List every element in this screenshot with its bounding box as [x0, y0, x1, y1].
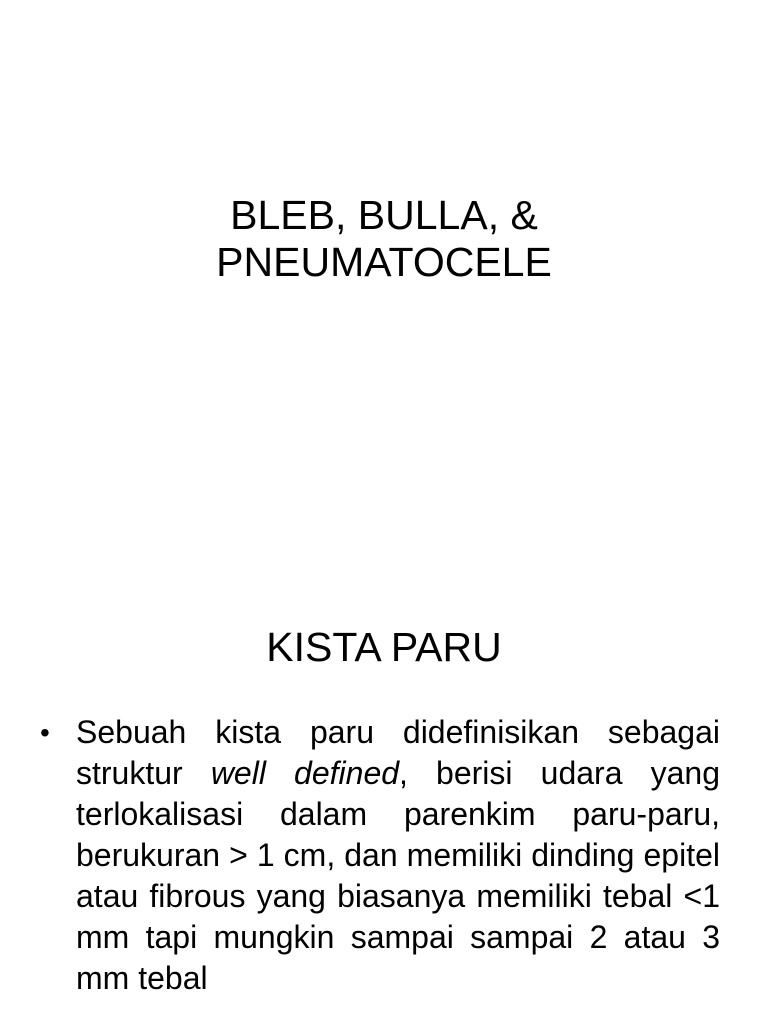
bullet-text-italic: well defined	[210, 755, 400, 791]
bullet-list	[40, 712, 720, 999]
slide-1-title	[0, 192, 768, 286]
bullet-marker: •	[40, 717, 50, 748]
bullet-text-part-2: , berisi udara yang terlokalisasi dalam parenkim paru-paru, berukuran > 1 cm, dan memiliki dinding epitel atau fibrous yang biasanya memiliki tebal <1 mm tapi mungkin sampai sampai 2 atau 3 mm tebal	[76, 755, 721, 996]
slide-2	[0, 512, 768, 1024]
bullet-text	[76, 714, 720, 996]
bullet-text-part-1: Sebuah kista paru didefinisikan sebagai struktur	[76, 714, 720, 791]
slide-2-title: KISTA PARU	[266, 624, 502, 670]
slide-1-title-line-2: PNEUMATOCELE	[216, 239, 552, 285]
slide-1-title-line-1: BLEB, BULLA, &	[230, 192, 538, 238]
bullet-item	[40, 712, 720, 999]
